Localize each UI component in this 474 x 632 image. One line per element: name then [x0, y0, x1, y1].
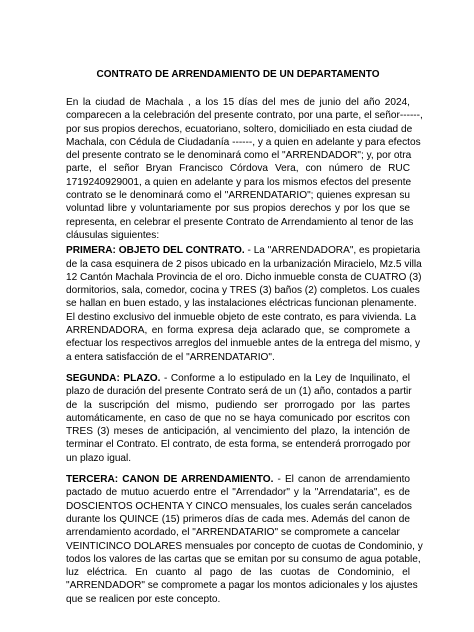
clause-first-line: [66, 372, 410, 385]
clause-line: El destino exclusivo del inmueble objeto de este contrato, es para vivienda. La: [66, 311, 417, 323]
intro-line: contrato se le denominará como el "ARRENDATARIO"; quienes expresan su: [66, 190, 410, 202]
clause-line: luz eléctrica. En cuanto al pago de las cuotas de Condominio, el: [66, 567, 410, 579]
clause-line: terminar el Contrato. El contrato, de esta forma, se entenderá prorrogado por: [66, 439, 411, 451]
clause-text: - La "ARRENDADORA", es propietaria: [244, 245, 421, 257]
clause-primera: [66, 244, 422, 364]
intro-line: Machala, con Cédula de Ciudadanía ------, y a quien en adelante y para efectos: [66, 136, 421, 148]
clause-heading: PRIMERA: OBJETO DEL CONTRATO.: [66, 245, 245, 257]
clause-line: de la suscripción del mismo, pudiendo ser prorrogado por las partes: [66, 399, 410, 411]
clause-line: efectuar los respectivos arreglos del inmueble antes de la entrega del mismo, y: [66, 338, 421, 350]
clause-line: automáticamente, en caso de que no se haya comunicado por escritos con: [66, 412, 410, 424]
clause-text: - El canon de arrendamiento: [273, 474, 410, 486]
intro-line: por sus propios derechos, ecuatoriano, soltero, domiciliado en esta ciudad de: [66, 123, 413, 135]
intro-line: comparecen a la celebración del presente contrato, por una parte, el señor------,: [66, 110, 423, 122]
clause-line: un plazo igual.: [66, 452, 132, 464]
intro-line: representa, en celebrar el presente Contrato de Arrendamiento al tenor de las: [66, 216, 414, 228]
intro-paragraph: [66, 96, 423, 242]
clause-line: VEINTICINCO DOLARES mensuales por concepto de cuotas de Condominio, y: [66, 540, 423, 552]
clause-line: ARRENDADORA, en forma expresa deja aclarado que, se compromete a: [66, 325, 410, 337]
clause-line: a entera satisfacción de el "ARRENDATARIO".: [66, 351, 275, 363]
clause-line: durante los QUINCE (15) primeros días de cada mes. Además del canon de: [66, 513, 410, 525]
intro-line: En la ciudad de Machala , a los 15 días del mes de junio del año 2024,: [66, 97, 410, 108]
clause-line: de la casa esquinera de 2 pisos ubicado en la urbanización Miracielo, Mz.5 villa: [66, 258, 422, 270]
clause-line: 12 Cantón Machala Provincia de el oro. Dicho inmueble consta de CUATRO (3): [66, 271, 422, 283]
clause-line: se hallan en buen estado, y las instalaciones eléctricas funcionan plenamente.: [66, 298, 417, 310]
clause-line: pactado de mutuo acuerdo entre el "Arrendador" y la "Arrendataria", es de: [66, 487, 410, 499]
clause-segunda: [66, 372, 410, 465]
clause-line: todos los valores de las cartas que se emitan por su consumo de agua potable,: [66, 553, 421, 565]
clause-first-line: [66, 244, 421, 257]
clause-line: plazo de duración del presente Contrato será de un (1) año, contados a partir: [66, 386, 412, 398]
intro-line: cláusulas siguientes:: [66, 229, 160, 241]
clause-heading: TERCERA: CANON DE ARRENDAMIENTO.: [66, 474, 274, 486]
intro-line: parte, el señor Bryan Francisco Córdova Vera, con número de RUC: [66, 163, 410, 175]
clause-heading: SEGUNDA: PLAZO.: [66, 372, 161, 384]
document-title: CONTRATO DE ARRENDAMIENTO DE UN DEPARTAMENTO: [96, 69, 380, 80]
clause-line: dormitorios, sala, comedor, cocina y TRES (3) baños (2) completos. Los cuales: [66, 285, 420, 297]
clause-line: TRES (3) meses de anticipación, al vencimiento del plazo, la intención de: [66, 426, 410, 438]
clause-line: DOSCIENTOS OCHENTA Y CINCO mensuales, los cuales serán cancelados: [66, 500, 412, 512]
intro-line: 1719240929001, a quien en adelante y para los mismos efectos del presente: [66, 176, 412, 188]
clause-line: que se realicen por este concepto.: [66, 593, 221, 605]
intro-line: del presente contrato se le denominará como el "ARRENDADOR"; y, por otra: [66, 150, 412, 162]
clause-tercera: [66, 473, 423, 606]
intro-line: voluntad libre y voluntariamente por sus propios derechos y por los que se: [66, 203, 410, 215]
clause-first-line: [66, 473, 410, 486]
clause-line: "ARRENDADOR" se compromete a pagar los montos adicionales y los ajustes: [66, 580, 418, 592]
clause-line: arrendamiento acordado, el "ARRENDATARIO" se compromete a cancelar: [66, 527, 400, 539]
clause-text: - Conforme a lo estipulado en la Ley de Inquilinato, el: [160, 372, 410, 384]
